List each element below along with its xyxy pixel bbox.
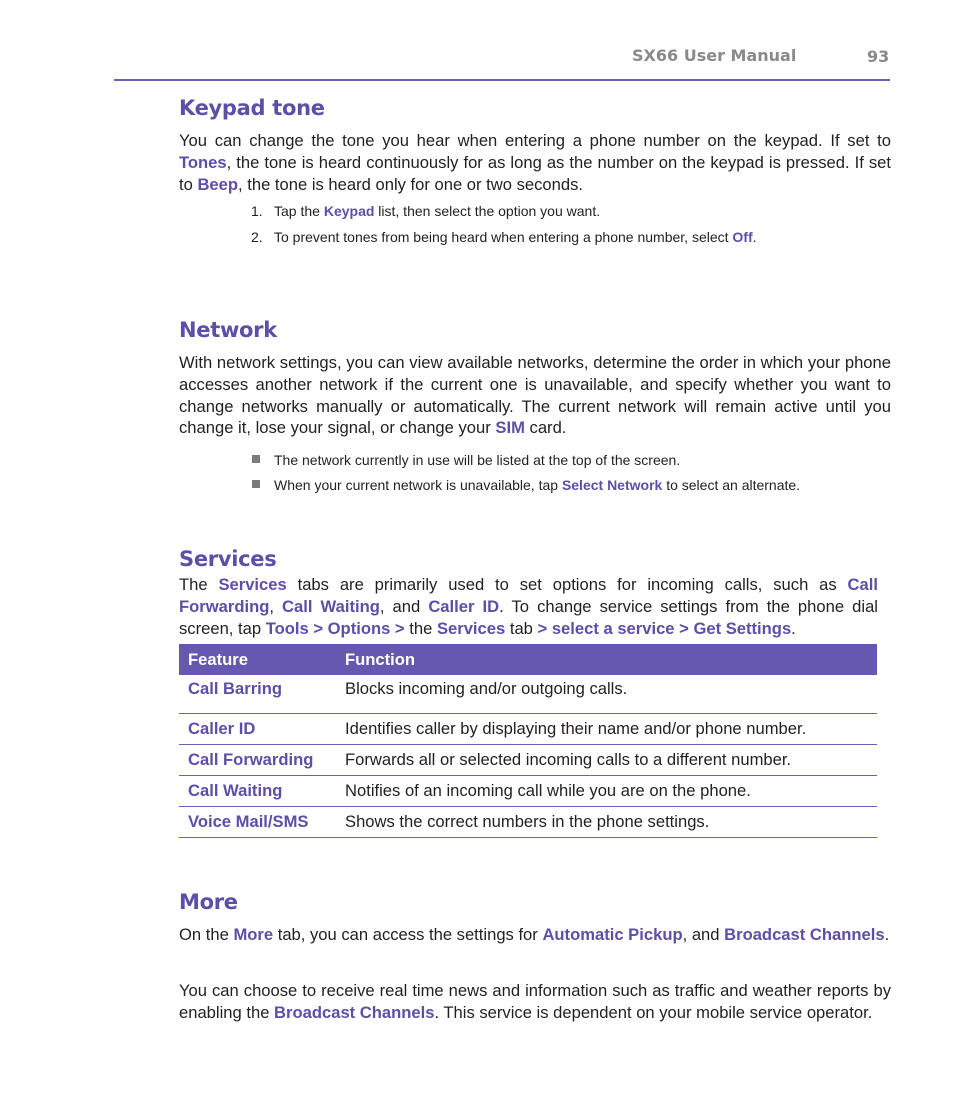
services-heading: Services bbox=[179, 547, 277, 571]
network-heading: Network bbox=[179, 318, 277, 342]
more-heading: More bbox=[179, 890, 238, 914]
function-cell: Blocks incoming and/or outgoing calls. bbox=[336, 675, 877, 714]
page-number: 93 bbox=[867, 47, 890, 66]
sim-term: SIM bbox=[495, 418, 525, 438]
list-item: 1. Tap the Keypad list, then select the option you want. bbox=[251, 203, 601, 219]
function-cell: Identifies caller by displaying their name and/or phone number. bbox=[336, 714, 877, 745]
off-term: Off bbox=[732, 229, 753, 245]
bullet-square-icon bbox=[252, 480, 260, 488]
keypad-steps bbox=[251, 202, 757, 254]
beep-term: Beep bbox=[197, 174, 239, 194]
tones-term: Tones bbox=[179, 152, 227, 172]
more-paragraph-2: You can choose to receive real time news and information such as traffic and weather reports by enabling the Broadcast Channels. This service is dependent on your mobile service operator. bbox=[179, 981, 891, 1022]
network-bullets bbox=[252, 451, 800, 501]
services-table bbox=[179, 644, 877, 838]
feature-cell: Caller ID bbox=[179, 714, 336, 745]
feature-cell: Voice Mail/SMS bbox=[179, 807, 336, 838]
table-row bbox=[179, 776, 877, 807]
table-header-row bbox=[179, 644, 877, 675]
manual-title: SX66 User Manual bbox=[632, 46, 797, 65]
function-cell: Shows the correct numbers in the phone settings. bbox=[336, 807, 877, 838]
list-item: When your current network is unavailable, tap Select Network to select an alternate. bbox=[252, 476, 800, 501]
header-divider bbox=[114, 79, 890, 81]
table-row bbox=[179, 745, 877, 776]
feature-cell: Call Waiting bbox=[179, 776, 336, 807]
feature-cell: Call Barring bbox=[179, 675, 336, 714]
list-item: 2. To prevent tones from being heard when entering a phone number, select Off. bbox=[251, 229, 757, 245]
network-paragraph: With network settings, you can view available networks, determine the order in which your phone accesses another network if the current one is unavailable, and specify whether you want to change networks manually or automatically. The current network will remain active until you change it, lose your signal, or change your SIM card. bbox=[179, 353, 891, 438]
more-paragraph-1: On the More tab, you can access the settings for Automatic Pickup, and Broadcast Channels. bbox=[179, 925, 890, 944]
table-row bbox=[179, 807, 877, 838]
keypad-tone-paragraph: You can change the tone you hear when entering a phone number on the keypad. If set to Tones, the tone is heard continuously for as long as the number on the keypad is pressed. If set to Beep, the tone is heard only for one or two seconds. bbox=[179, 131, 891, 194]
table-row bbox=[179, 675, 877, 714]
column-header-feature: Feature bbox=[179, 644, 336, 675]
keypad-term: Keypad bbox=[323, 203, 375, 219]
table-row bbox=[179, 714, 877, 745]
function-cell: Forwards all or selected incoming calls to a different number. bbox=[336, 745, 877, 776]
feature-cell: Call Forwarding bbox=[179, 745, 336, 776]
select-network-term: Select Network bbox=[561, 477, 663, 493]
list-item: The network currently in use will be listed at the top of the screen. bbox=[252, 451, 800, 476]
bullet-square-icon bbox=[252, 455, 260, 463]
function-cell: Notifies of an incoming call while you are on the phone. bbox=[336, 776, 877, 807]
services-paragraph: The Services tabs are primarily used to set options for incoming calls, such as Call Forwarding, Call Waiting, and Caller ID. To change service settings from the phone dial screen, tap Tools > Options > the Services tab > select a service > Get Settings. bbox=[179, 575, 878, 638]
column-header-function: Function bbox=[336, 644, 877, 675]
keypad-tone-heading: Keypad tone bbox=[179, 96, 325, 120]
